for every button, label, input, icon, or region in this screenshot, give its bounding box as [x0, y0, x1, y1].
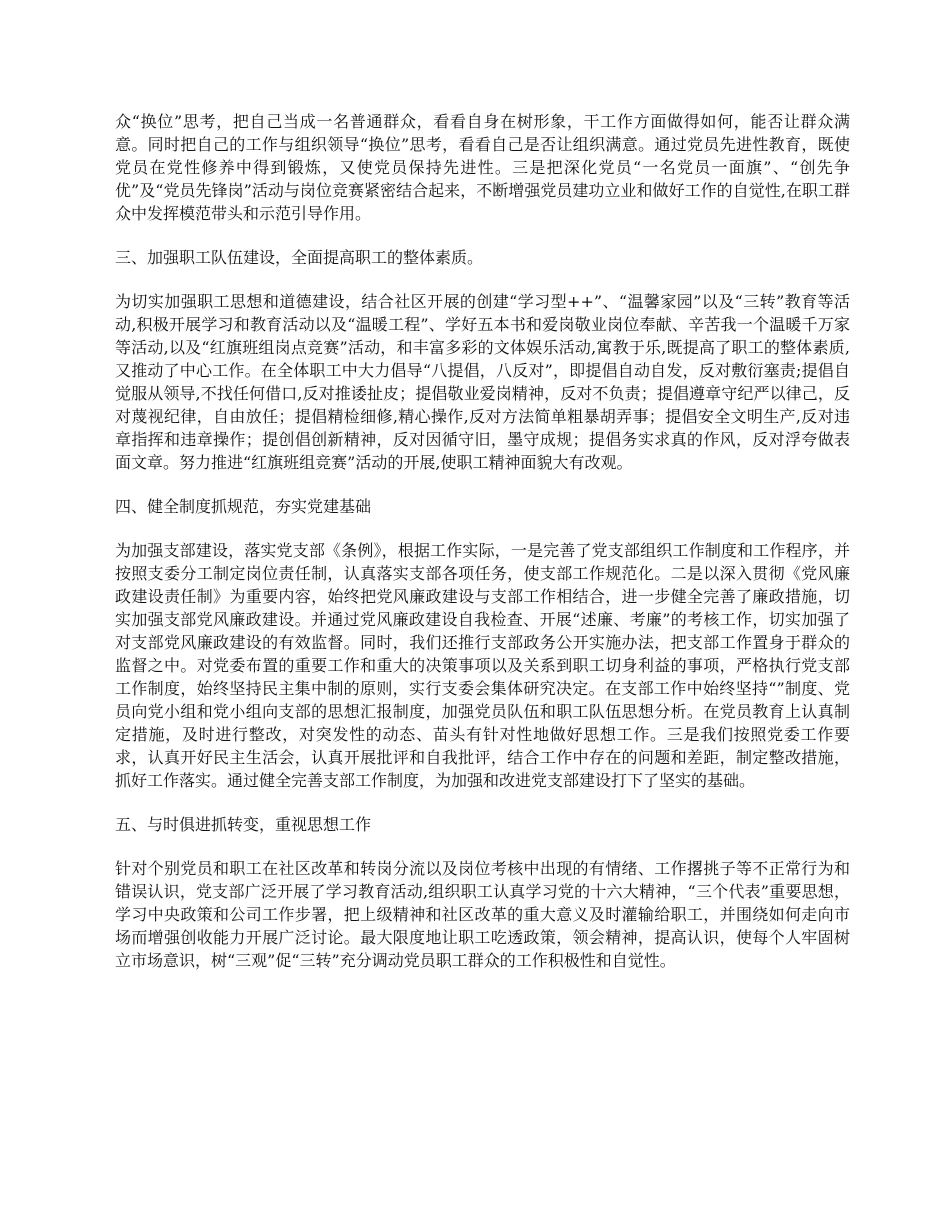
section-heading-4: 四、健全制度抓规范，夯实党建基础 [115, 497, 372, 516]
paragraph-system-norms: 为加强支部建设，落实党支部《条例》，根据工作实际，一是完善了党支部组织工作制度和工作程序，并按照支委分工制定岗位责任制，认真落实支部各项任务，使支部工作规范化。二是以深入贯彻《党风廉政建设责任制》为重要内容，始终把党风廉政建设与支部工作相结合，进一步健全完善了廉政措施，切实加强支部党风廉政建设。并通过党风廉政建设自我检查、开展“述廉、考廉”的考核工作，切实加强了对支部党风廉政建设的有效监督。同时，我们还推行支部政务公开实施办法，把支部工作置身于群众的监督之中。对党委布置的重要工作和重大的决策事项以及关系到职工切身利益的事项，严格执行党支部工作制度，始终坚持民主集中制的原则，实行支委会集体研究决定。在支部工作中始终坚持“”制度、党员向党小组和党小组向支部的思想汇报制度，加强党员队伍和职工队伍思想分析。在党员教育上认真制定措施，及时进行整改，对突发性的动态、苗头有针对性地做好思想工作。三是我们按照党委工作要求，认真开好民主生活会，认真开展批评和自我批评，结合工作中存在的问题和差距，制定整改措施，抓好工作落实。通过健全完善支部工作制度，为加强和改进党支部建设打下了坚实的基础。 [115, 541, 850, 790]
paragraph-party-member-role: 众“换位”思考，把自己当成一名普通群众，看看自身在树形象，干工作方面做得如何，能否让群众满意。同时把自己的工作与组织领导“换位”思考，看看自己是否让组织满意。通过党员先进性教育，既使党员在党性修养中得到锻炼，又使党员保持先进性。三是把深化党员“一名党员一面旗”、“创先争优”及“党员先锋岗”活动与岗位竞赛紧密结合起来，不断增强党员建功立业和做好工作的自觉性,在职工群众中发挥模范带头和示范引导作用。 [115, 112, 850, 223]
document-page [115, 110, 850, 993]
paragraph-staff-quality: 为切实加强职工思想和道德建设，结合社区开展的创建“学习型++”、“温馨家园”以及“三转”教育等活动,积极开展学习和教育活动以及“温暖工程”、学好五本书和爱岗敬业岗位奉献、辛苦我一个温暖千万家等活动,以及“红旗班组岗点竞赛”活动，和丰富多彩的文体娱乐活动,寓教于乐,既提高了职工的整体素质,又推动了中心工作。在全体职工中大力倡导“八提倡，八反对”，即提倡自动自发，反对敷衍塞责;提倡自觉服从领导,不找任何借口,反对推诿扯皮；提倡敬业爱岗精神，反对不负责；提倡遵章守纪严以律己，反对蔑视纪律，自由放任；提倡精检细修,精心操作,反对方法简单粗暴胡弄事；提倡安全文明生产,反对违章指挥和违章操作；提创倡创新精神，反对因循守旧，墨守成规；提倡务实求真的作风，反对浮夸做表面文章。努力推进“红旗班组竞赛”活动的开展,使职工精神面貌大有改观。 [115, 292, 850, 472]
section-heading-3: 三、加强职工队伍建设，全面提高职工的整体素质。 [115, 248, 484, 267]
section-heading-5: 五、与时俱进抓转变，重视思想工作 [115, 815, 372, 834]
paragraph-ideological-work: 针对个别党员和职工在社区改革和转岗分流以及岗位考核中出现的有情绪、工作撂挑子等不正常行为和错误认识，党支部广泛开展了学习教育活动,组织职工认真学习党的十六大精神，“三个代表”重要思想，学习中央政策和公司工作步署，把上级精神和社区改革的重大意义及时灌输给职工，并围绕如何走向市场而增强创收能力开展广泛讨论。最大限度地让职工吃透政策，领会精神，提高认识，使每个人牢固树立市场意识，树“三观”促“三转”充分调动党员职工群众的工作积极性和自觉性。 [115, 859, 850, 970]
